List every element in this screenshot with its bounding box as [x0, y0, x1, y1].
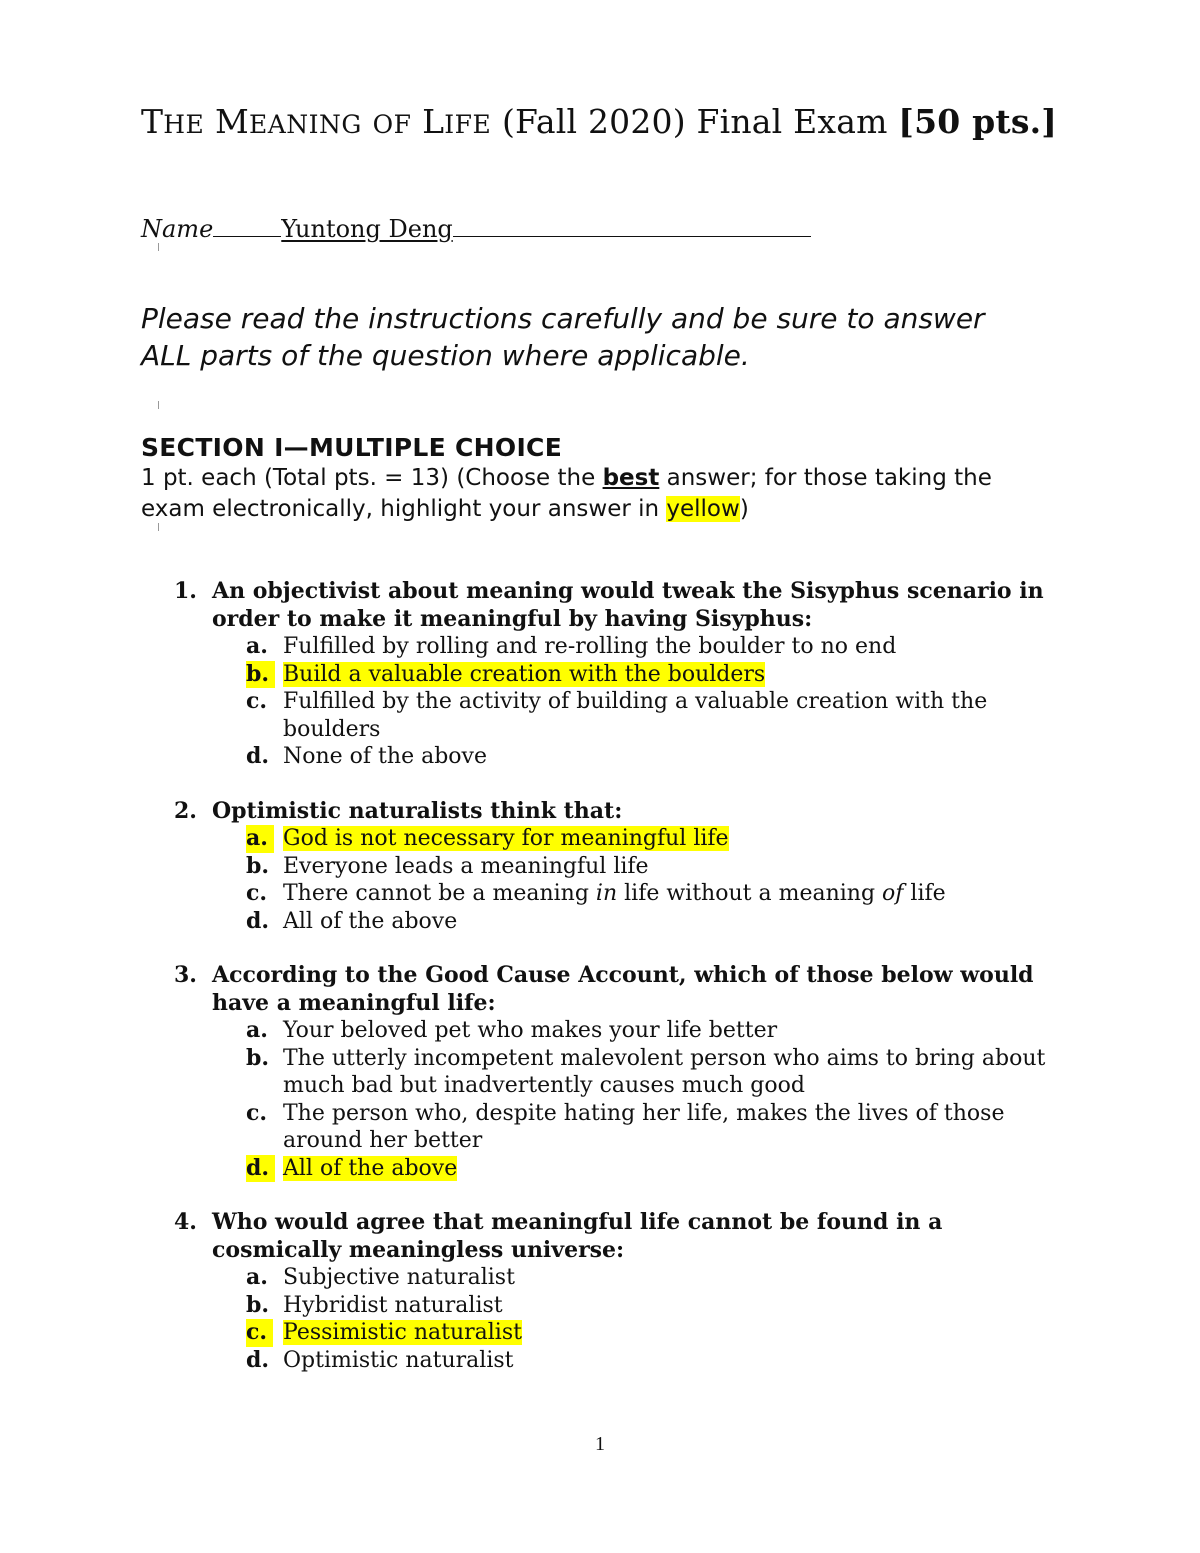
answer-option-b-selected[interactable] [246, 661, 1074, 689]
option-letter: d. [246, 743, 270, 769]
question-list [174, 578, 1074, 1401]
title-of: OF [372, 110, 412, 139]
answer-option-d-selected[interactable] [246, 1155, 1074, 1183]
answer-option-c[interactable] [246, 1100, 1074, 1155]
option-letter: a. [246, 1017, 268, 1043]
option-letter: a. [246, 1264, 268, 1290]
section-sub-part3: ) [739, 496, 749, 522]
italic-in: in [595, 881, 618, 906]
page-number: 1 [595, 1433, 605, 1455]
question-text: Optimistic naturalists think that: [212, 797, 623, 824]
question-2 [174, 798, 1074, 936]
option-text: All of the above [283, 908, 458, 934]
option-text: Build a valuable creation with the boulders [283, 661, 766, 687]
yellow-highlight-word: yellow [666, 496, 740, 522]
answer-option-a[interactable] [246, 633, 1074, 661]
answer-option-b[interactable] [246, 853, 1074, 881]
name-underline-left [213, 214, 281, 237]
answer-option-a[interactable] [246, 1264, 1074, 1292]
option-text: The person who, despite hating her life, makes the lives of those around her better [283, 1100, 1005, 1153]
answer-option-d[interactable] [246, 908, 1074, 936]
question-number: 4. [174, 1209, 197, 1235]
best-emphasis: best [602, 465, 660, 491]
title-meaning-rest: EANING [248, 110, 362, 139]
option-text: The utterly incompetent malevolent person who aims to bring about much bad but inadvertently causes much good [283, 1045, 1046, 1098]
option-text: All of the above [283, 1155, 458, 1181]
paragraph-mark [158, 401, 159, 409]
option-text: Pessimistic naturalist [283, 1320, 522, 1345]
title-points: [50 pts.] [898, 102, 1058, 141]
paragraph-mark [158, 243, 159, 251]
student-name-field[interactable]: Yuntong Deng [281, 215, 453, 243]
option-letter: a. [246, 633, 268, 659]
option-text: Your beloved pet who makes your life better [283, 1018, 778, 1043]
option-text: Optimistic naturalist [283, 1347, 514, 1373]
option-text: None of the above [283, 744, 487, 769]
section-sub-part2: answer; for those taking the exam electronically, highlight your answer in [141, 465, 992, 522]
option-letter: b. [246, 852, 270, 879]
question-3 [174, 962, 1074, 1182]
option-text: Hybridist naturalist [283, 1292, 503, 1318]
answer-option-a-selected[interactable] [246, 825, 1074, 853]
section-title: SECTION I—MULTIPLE CHOICE [141, 433, 563, 462]
question-number: 1. [174, 578, 197, 604]
exam-title [141, 100, 1081, 147]
answer-option-c-selected[interactable] [246, 1319, 1074, 1347]
question-stem [174, 798, 1074, 826]
answer-option-c[interactable] [246, 880, 1074, 908]
answer-option-d[interactable] [246, 1347, 1074, 1375]
answer-option-d[interactable] [246, 743, 1074, 771]
option-letter: b. [246, 661, 275, 689]
option-letter: d. [246, 1155, 275, 1183]
option-letter: c. [246, 1099, 268, 1126]
title-the-cap: T [141, 102, 164, 141]
italic-of: of [882, 881, 904, 906]
title-life-cap: L [422, 102, 445, 141]
section-instructions [141, 463, 1061, 525]
option-letter: b. [246, 1044, 270, 1071]
option-text: Subjective naturalist [283, 1265, 515, 1290]
option-text: Fulfilled by the activity of building a valuable creation with the boulders [283, 689, 988, 742]
title-term: (Fall 2020) Final Exam [501, 102, 888, 141]
question-text: An objectivist about meaning would tweak the Sisyphus scenario in order to make it meaningful by having Sisyphus: [212, 578, 1044, 632]
title-life-rest: IFE [444, 110, 492, 139]
option-text-part: life [903, 881, 946, 906]
option-text: Fulfilled by rolling and re-rolling the boulder to no end [283, 634, 897, 659]
question-1 [174, 578, 1074, 771]
answer-option-c[interactable] [246, 688, 1074, 743]
question-text: Who would agree that meaningful life cannot be found in a cosmically meaningless universe: [212, 1209, 943, 1263]
paragraph-mark [158, 523, 159, 531]
option-letter: d. [246, 1346, 270, 1373]
question-stem [174, 578, 1074, 633]
answer-option-b[interactable] [246, 1045, 1074, 1100]
question-number: 2. [174, 797, 197, 824]
option-letter: d. [246, 907, 270, 934]
answer-option-a[interactable] [246, 1017, 1074, 1045]
name-label: Name [141, 215, 214, 243]
option-text: God is not necessary for meaningful life [283, 826, 729, 851]
student-name-line [141, 213, 811, 245]
answer-option-b[interactable] [246, 1292, 1074, 1320]
option-letter: a. [246, 825, 274, 853]
question-number: 3. [174, 962, 197, 988]
option-text-part: There cannot be a meaning [283, 881, 596, 906]
option-text: Everyone leads a meaningful life [283, 853, 649, 879]
question-text: According to the Good Cause Account, which of those below would have a meaningful life: [212, 962, 1034, 1016]
question-4 [174, 1209, 1074, 1374]
section-sub-part1: 1 pt. each (Total pts. = 13) (Choose the [141, 465, 603, 491]
instructions-text: Please read the instructions carefully and be sure to answer ALL parts of the question where applicable. [141, 302, 985, 372]
title-meaning-cap: M [214, 102, 249, 141]
option-letter: c. [246, 880, 268, 906]
question-stem [174, 962, 1074, 1017]
option-letter: c. [246, 1319, 273, 1347]
option-text [283, 881, 946, 906]
question-stem [174, 1209, 1074, 1264]
option-text-part: life without a meaning [617, 881, 883, 906]
title-the-rest: HE [163, 110, 205, 139]
option-letter: b. [246, 1291, 270, 1318]
option-letter: c. [246, 688, 268, 714]
name-underline-right [453, 214, 811, 237]
